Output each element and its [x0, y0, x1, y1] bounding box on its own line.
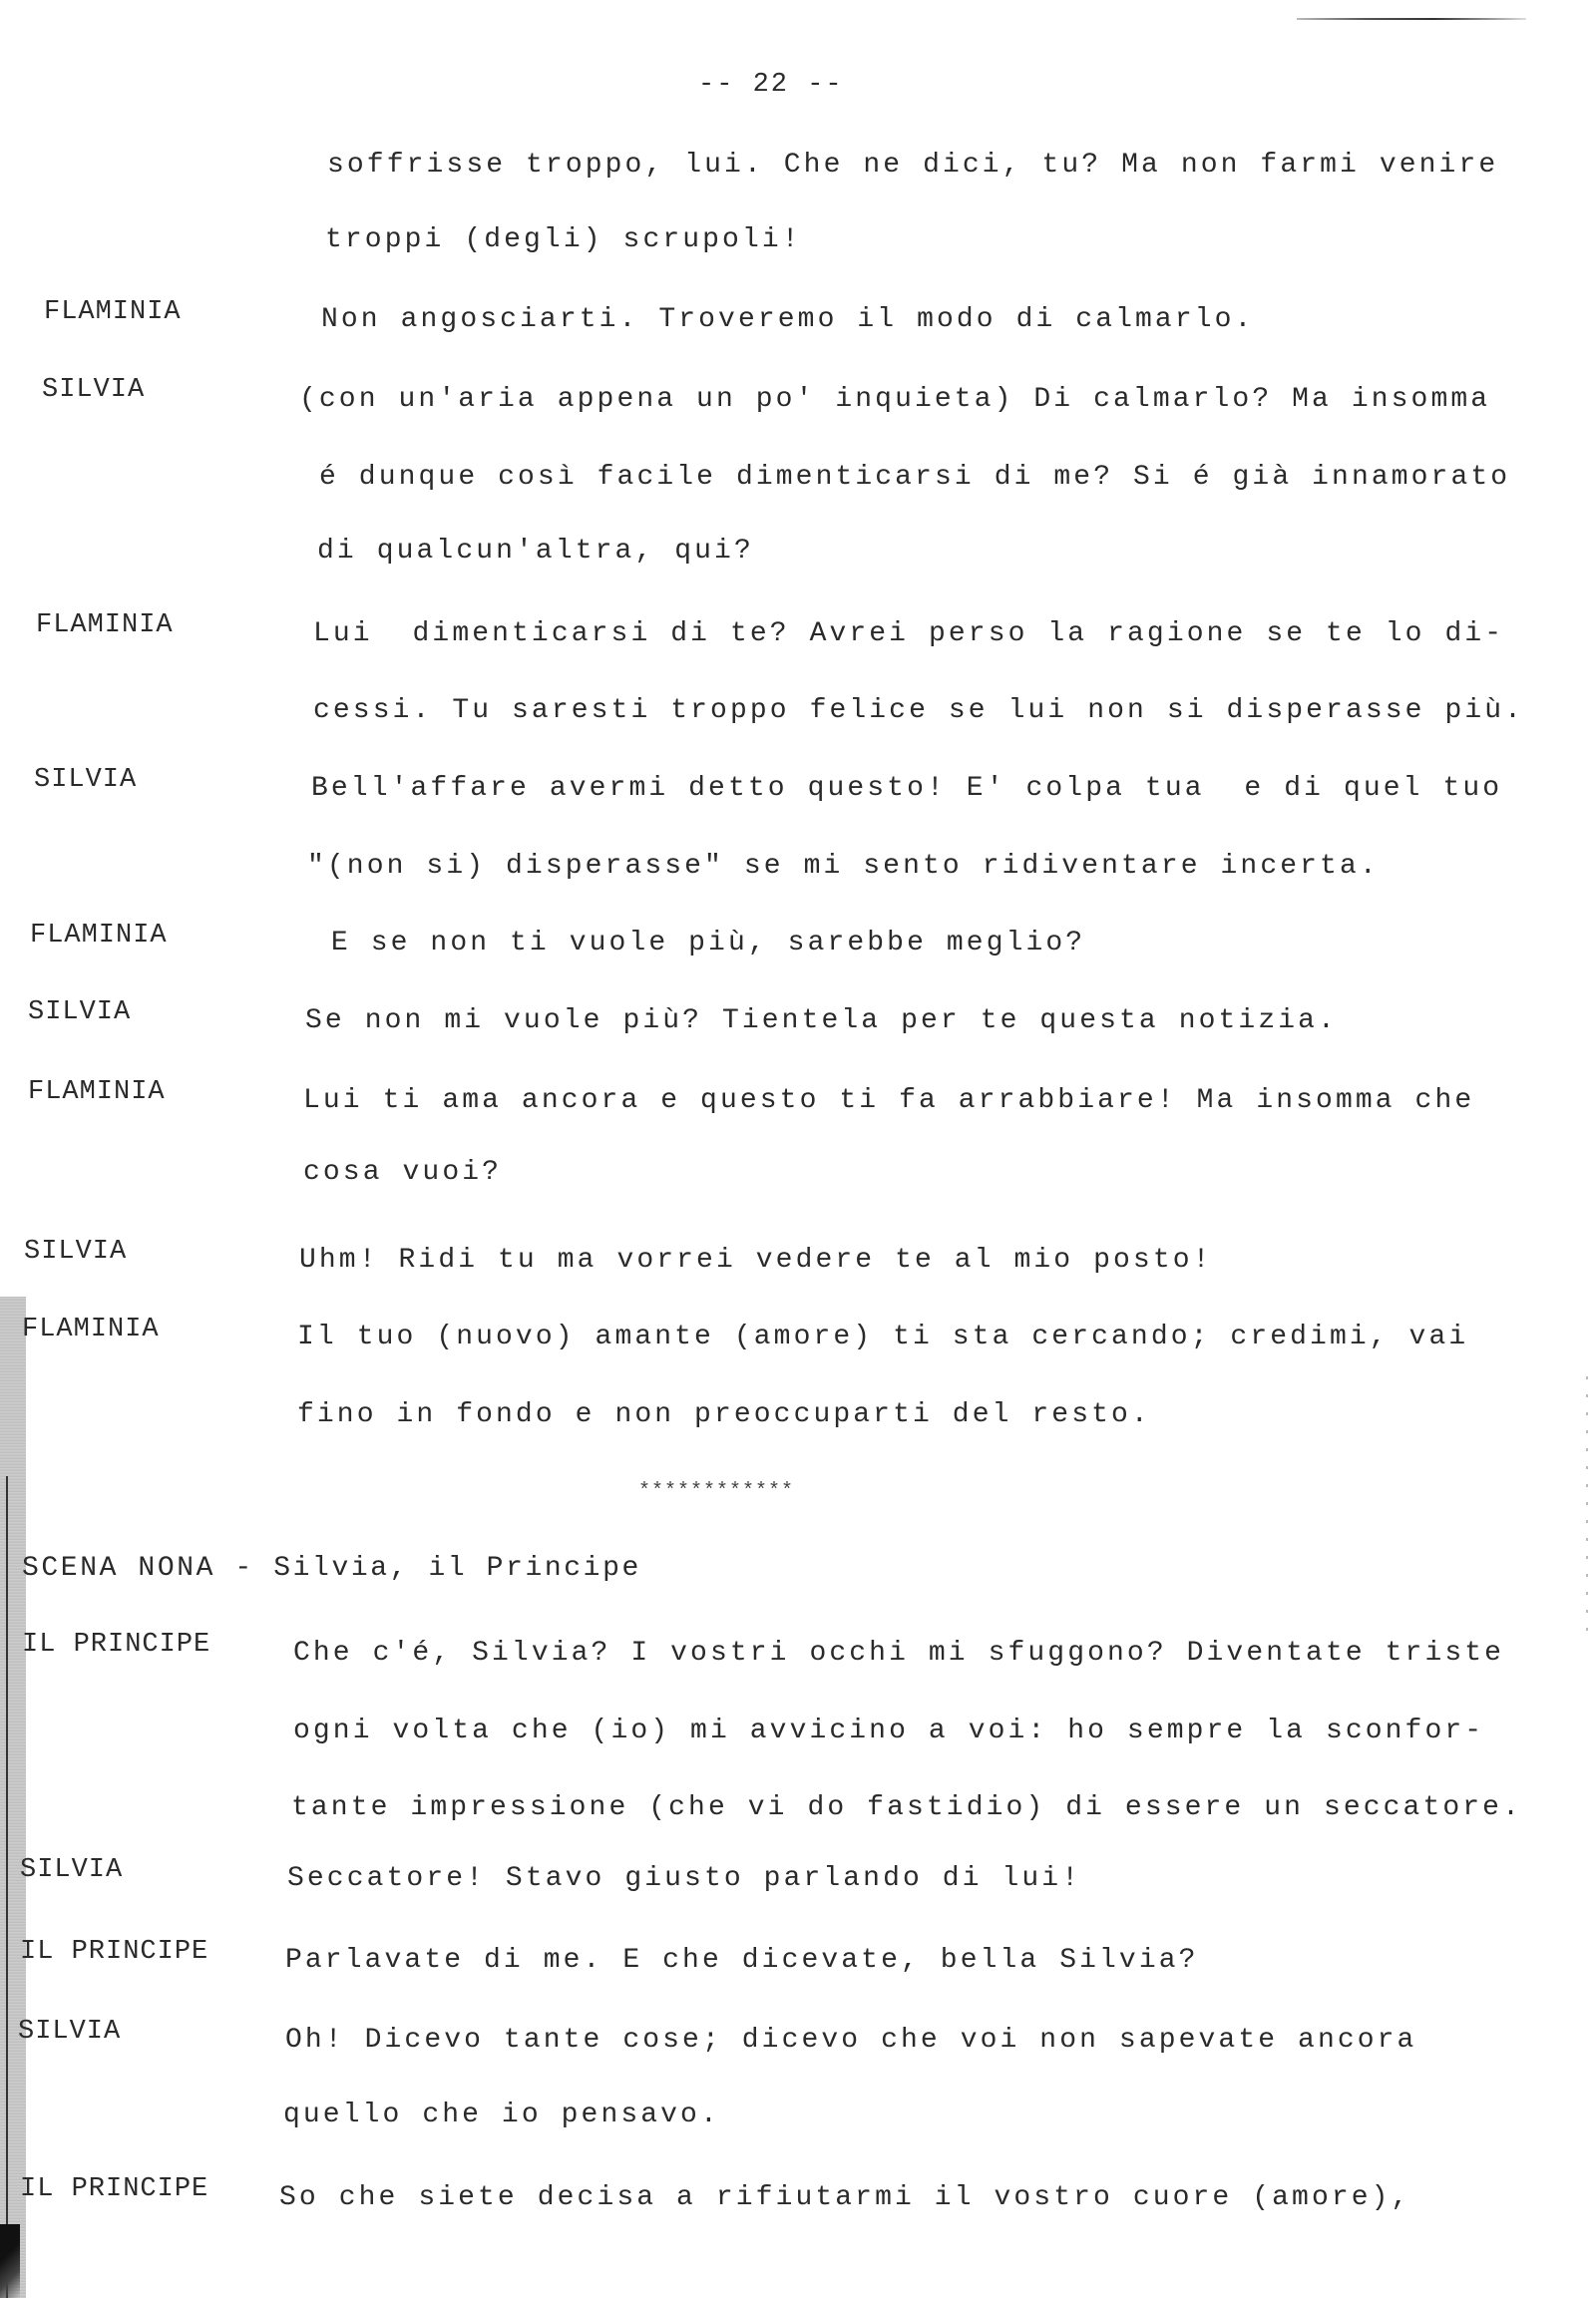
- dialogue-line: di qualcun'altra, qui?: [317, 536, 754, 567]
- dialogue-line: Seccatore! Stavo giusto parlando di lui!: [287, 1863, 1082, 1894]
- dialogue-line: So che siete decisa a rifiutarmi il vostro cuore (amore),: [279, 2182, 1411, 2213]
- speaker-name: SILVIA: [18, 2017, 122, 2047]
- speaker-name: IL PRINCIPE: [20, 2174, 209, 2204]
- dialogue-line: Non angosciarti. Troveremo il modo di calmarlo.: [321, 304, 1255, 335]
- speaker-name: FLAMINIA: [28, 1077, 166, 1107]
- speaker-name: SILVIA: [28, 997, 132, 1027]
- dialogue-line: troppi (degli) scrupoli!: [325, 224, 802, 255]
- scene-divider: ************: [638, 1480, 795, 1503]
- dialogue-line: quello che io pensavo.: [283, 2100, 720, 2130]
- dialogue-line: Uhm! Ridi tu ma vorrei vedere te al mio posto!: [299, 1245, 1213, 1276]
- binding-corner-shadow: [0, 2224, 20, 2298]
- right-margin-specks: [1586, 1376, 1588, 1636]
- speaker-name: SILVIA: [20, 1855, 124, 1885]
- speaker-name: SILVIA: [24, 1237, 128, 1267]
- speaker-name: FLAMINIA: [30, 921, 168, 951]
- dialogue-line: fino in fondo e non preoccuparti del resto.: [297, 1399, 1151, 1430]
- binding-edge-line: [6, 1476, 8, 2298]
- dialogue-line: Bell'affare avermi detto questo! E' colpa tua e di quel tuo: [311, 773, 1503, 804]
- dialogue-line: "(non si) disperasse" se mi sento ridiventare incerta.: [307, 851, 1380, 882]
- dialogue-line: (con un'aria appena un po' inquieta) Di calmarlo? Ma insomma: [299, 384, 1491, 415]
- scene-heading: SCENA NONA - Silvia, il Principe: [22, 1553, 641, 1584]
- dialogue-line: Parlavate di me. E che dicevate, bella Silvia?: [285, 1945, 1199, 1976]
- speaker-name: SILVIA: [42, 375, 146, 405]
- dialogue-line: Il tuo (nuovo) amante (amore) ti sta cercando; credimi, vai: [297, 1322, 1469, 1352]
- dialogue-line: Se non mi vuole più? Tientela per te questa notizia.: [305, 1005, 1338, 1036]
- dialogue-line: tante impressione (che vi do fastidio) di essere un seccatore.: [291, 1792, 1522, 1823]
- speaker-name: FLAMINIA: [36, 610, 174, 640]
- dialogue-line: cessi. Tu saresti troppo felice se lui non si disperasse più.: [313, 695, 1525, 726]
- dialogue-line: Lui dimenticarsi di te? Avrei perso la ragione se te lo di-: [313, 618, 1505, 649]
- binding-shadow: [0, 1297, 26, 2298]
- page-number: -- 22 --: [698, 70, 844, 100]
- speaker-name: FLAMINIA: [22, 1315, 160, 1344]
- dialogue-line: E se non ti vuole più, sarebbe meglio?: [311, 928, 1086, 958]
- dialogue-line: Oh! Dicevo tante cose; dicevo che voi non sapevate ancora: [285, 2025, 1417, 2056]
- speaker-name: SILVIA: [34, 765, 138, 795]
- top-rule-mark: [1297, 18, 1526, 20]
- dialogue-line: ogni volta che (io) mi avvicino a voi: ho sempre la sconfor-: [293, 1716, 1485, 1746]
- speaker-name: IL PRINCIPE: [22, 1630, 211, 1660]
- dialogue-line: soffrisse troppo, lui. Che ne dici, tu? Ma non farmi venire: [327, 150, 1499, 181]
- dialogue-line: cosa vuoi?: [303, 1157, 503, 1188]
- speaker-name: FLAMINIA: [44, 297, 182, 327]
- speaker-name: IL PRINCIPE: [20, 1937, 209, 1967]
- dialogue-line: é dunque così facile dimenticarsi di me? Si é già innamorato: [319, 462, 1511, 493]
- dialogue-line: Lui ti ama ancora e questo ti fa arrabbiare! Ma insomma che: [303, 1085, 1475, 1116]
- dialogue-line: Che c'é, Silvia? I vostri occhi mi sfuggono? Diventate triste: [293, 1638, 1505, 1669]
